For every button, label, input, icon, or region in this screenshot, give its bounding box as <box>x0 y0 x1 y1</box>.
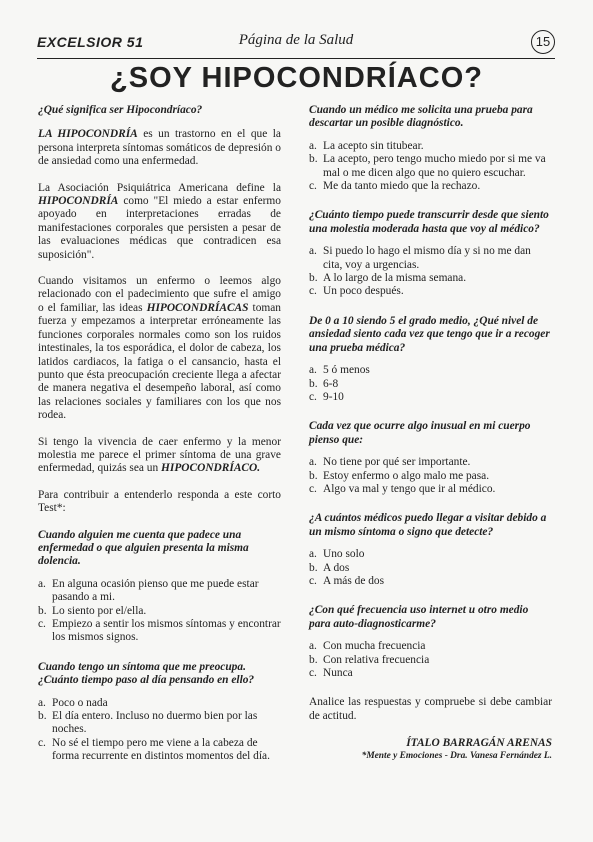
publication-name: EXCELSIOR 51 <box>37 34 144 50</box>
source-credit: *Mente y Emociones - Dra. Vanesa Fernández L. <box>361 750 552 761</box>
paragraph-symptoms <box>38 275 281 422</box>
emphasis: LA HIPOCONDRÍA <box>38 128 138 141</box>
option: b. A lo largo de la misma semana. <box>309 272 467 285</box>
options-7 <box>309 548 552 588</box>
emphasis: HIPOCONDRÍA <box>38 195 119 208</box>
question-8: ¿Con qué frecuencia uso internet u otro medio para auto-diagnosticarme? <box>309 604 529 630</box>
page-header <box>37 30 555 58</box>
option: c. No sé el tiempo pero me viene a la cabeza de forma recurrente en distintos momentos del día. <box>38 736 270 763</box>
text: Si tengo la vivencia de caer enfermo y la menor molestia me parece el primer síntoma de una grave enfermedad, quizás sea un <box>38 435 281 475</box>
paragraph-self-check <box>38 436 281 476</box>
option: a. En alguna ocasión pienso que me puede estar pasando a mi. <box>38 577 259 604</box>
question-1: Cuando alguien me cuenta que padece una enfermedad o que alguien presenta la misma dolencia. <box>38 528 249 568</box>
paragraph-test-intro: Para contribuir a entenderlo responda a este corto Test*: <box>38 488 281 515</box>
section-title: Página de la Salud <box>238 32 354 48</box>
text: Cuando visitamos un enfermo o leemos algo relacionado con el padecimiento que sufre el amigo o el familiar, las ideas <box>38 275 281 314</box>
text: como "El miedo a estar enfermo apoyado en interpretaciones erradas de manifestaciones corporales que persisten a pesar de las evaluaciones médicas que contradicen esa suposición". <box>38 195 281 261</box>
options-4 <box>309 245 552 299</box>
option: b. La acepto, pero tengo mucho miedo por si me va mal o me dicen algo que no quiero escuchar. <box>309 153 546 179</box>
option: c. Nunca <box>309 667 353 679</box>
options-8 <box>309 640 552 680</box>
question-7: ¿A cuántos médicos puedo llegar a visitar debido a un mismo síntoma o signo que detecte? <box>309 512 547 538</box>
paragraph-apa <box>38 182 281 262</box>
options-6 <box>309 456 552 496</box>
options-2 <box>38 697 281 764</box>
option: a. La acepto sin titubear. <box>309 139 424 152</box>
article-title: ¿SOY HIPOCONDRÍACO? <box>110 62 483 94</box>
option: b. El día entero. Incluso no duermo bien por las noches. <box>38 710 258 736</box>
option: a. No tiene por qué ser importante. <box>309 456 471 469</box>
page-number: 15 <box>531 30 555 54</box>
question-2: Cuando tengo un síntoma que me preocupa. ¿Cuánto tiempo paso al día pensando en ello? <box>38 660 255 687</box>
option: a. Uno solo <box>309 548 365 561</box>
option: b. Con relativa frecuencia <box>309 653 430 666</box>
paragraph-definition <box>38 128 281 168</box>
option: a. 5 ó menos <box>309 364 370 377</box>
option: b. A dos <box>309 561 350 574</box>
options-5 <box>309 364 552 404</box>
emphasis: HIPOCONDRÍACAS <box>146 301 249 314</box>
option: c. 9-10 <box>309 390 344 403</box>
option: c. Empiezo a sentir los mismos síntomas y encontrar los mismos signos. <box>38 618 281 644</box>
text: es un trastorno en el que la persona interpreta síntomas somáticos de depresión o de ansiedad como una enfermedad. <box>38 128 281 168</box>
option: b. Lo siento por el/ella. <box>38 604 147 617</box>
option: c. Algo va mal y tengo que ir al médico. <box>309 482 496 495</box>
option: a. Si puedo lo hago el mismo día y si no me dan cita, voy a urgencias. <box>309 245 531 271</box>
question-5: De 0 a 10 siendo 5 el grado medio, ¿Qué nivel de ansiedad siento cada vez que tengo que ir a recoger una prueba médica? <box>309 314 550 354</box>
option: a. Con mucha frecuencia <box>309 640 426 653</box>
text: toman fuerza y empezamos a interpretar erróneamente las funciones corporales normales como son los ruidos intestinales, la tos esporádica, el dolor de cabeza, los latidos cardiacos, la fatiga o el cansancio, hasta el punto que ésta preocupación creciente llega a afectar de manera negativa el desempeño laboral, así como las relaciones sociales y familiares con los que nos rodea. <box>38 301 282 422</box>
closing-paragraph: Analice las respuestas y compruebe si debe cambiar de actitud. <box>309 696 552 722</box>
question-meaning: ¿Qué significa ser Hipocondríaco? <box>38 104 203 116</box>
question-3: Cuando un médico me solicita una prueba para descartar un posible diagnóstico. <box>309 104 533 130</box>
right-column <box>309 104 552 762</box>
question-4: ¿Cuánto tiempo puede transcurrir desde que siento una molestia moderada hasta que voy al médico? <box>309 209 549 235</box>
options-3 <box>309 140 552 194</box>
option: b. 6-8 <box>309 377 339 390</box>
option: a. Poco o nada <box>38 696 108 709</box>
text: La Asociación Psiquiátrica Americana define la <box>38 181 281 194</box>
header-divider <box>37 58 555 59</box>
option: c. Un poco después. <box>309 285 404 298</box>
options-1 <box>38 578 281 645</box>
emphasis: HIPOCONDRÍACO. <box>161 462 261 475</box>
option: b. Estoy enfermo o algo malo me pasa. <box>309 469 490 482</box>
option: c. Me da tanto miedo que la rechazo. <box>309 180 481 193</box>
option: c. A más de dos <box>309 574 385 587</box>
question-6: Cada vez que ocurre algo inusual en mi cuerpo pienso que: <box>309 420 531 446</box>
author-name: ÍTALO BARRAGÁN ARENAS <box>406 737 552 750</box>
left-column <box>38 104 281 780</box>
